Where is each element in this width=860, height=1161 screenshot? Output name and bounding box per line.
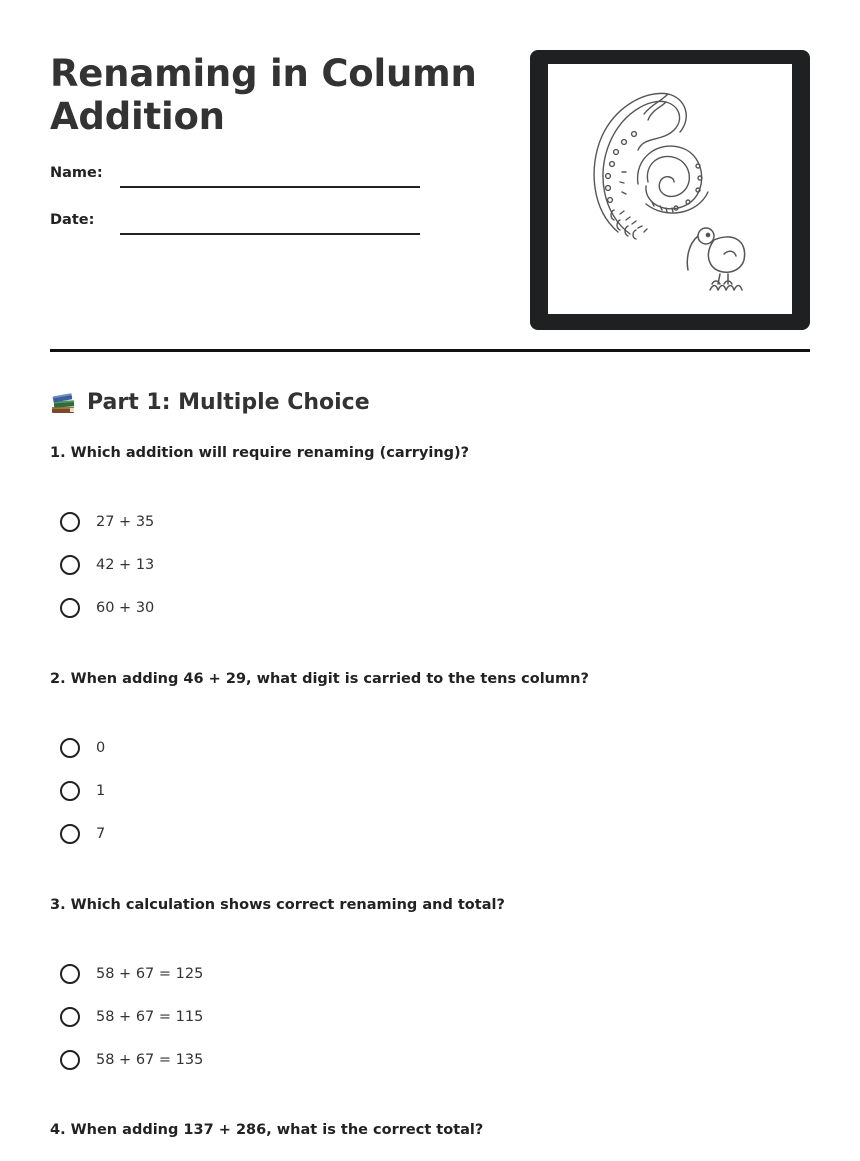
radio-button[interactable] [60,555,80,575]
question-1-option-c[interactable] [60,595,154,621]
illustration-paper [548,64,792,314]
books-icon [50,390,77,416]
option-label: 7 [96,826,106,842]
radio-button[interactable] [60,964,80,984]
option-label: 58 + 67 = 125 [96,966,204,982]
part1-title: Part 1: Multiple Choice [87,390,370,415]
question-4-text: 4. When adding 137 + 286, what is the correct total? [50,1122,484,1138]
option-label: 42 + 13 [96,557,155,573]
worksheet-title: Renaming in Column Addition [50,52,477,138]
question-1-option-b[interactable] [60,552,154,578]
question-1-text: 1. Which addition will require renaming (carrying)? [50,445,470,461]
option-label: 60 + 30 [96,600,155,616]
header-divider [50,349,810,352]
radio-button[interactable] [60,1007,80,1027]
question-3-option-c[interactable] [60,1047,203,1073]
option-label: 58 + 67 = 115 [96,1009,204,1025]
radio-button[interactable] [60,738,80,758]
question-3-option-b[interactable] [60,1004,203,1030]
question-2-option-a[interactable] [60,735,105,761]
koru-kiwi-illustration-icon [548,64,792,314]
question-2-text: 2. When adding 46 + 29, what digit is carried to the tens column? [50,671,589,687]
name-field [50,165,430,195]
illustration-frame [530,50,810,330]
question-2-option-c[interactable] [60,821,105,847]
question-3-text: 3. Which calculation shows correct renaming and total? [50,897,505,913]
option-label: 58 + 67 = 135 [96,1052,204,1068]
worksheet-header [50,0,810,352]
date-label: Date: [50,212,95,228]
date-field [50,212,430,242]
radio-button[interactable] [60,824,80,844]
question-2-option-b[interactable] [60,778,105,804]
radio-button[interactable] [60,598,80,618]
worksheet-page [50,0,810,1161]
name-input-line[interactable] [120,186,420,188]
radio-button[interactable] [60,512,80,532]
option-label: 1 [96,783,106,799]
question-1-option-a[interactable] [60,509,154,535]
name-label: Name: [50,165,103,181]
option-label: 0 [96,740,106,756]
question-3-option-a[interactable] [60,961,203,987]
date-input-line[interactable] [120,233,420,235]
radio-button[interactable] [60,781,80,801]
part1-heading [50,388,370,418]
radio-button[interactable] [60,1050,80,1070]
option-label: 27 + 35 [96,514,155,530]
